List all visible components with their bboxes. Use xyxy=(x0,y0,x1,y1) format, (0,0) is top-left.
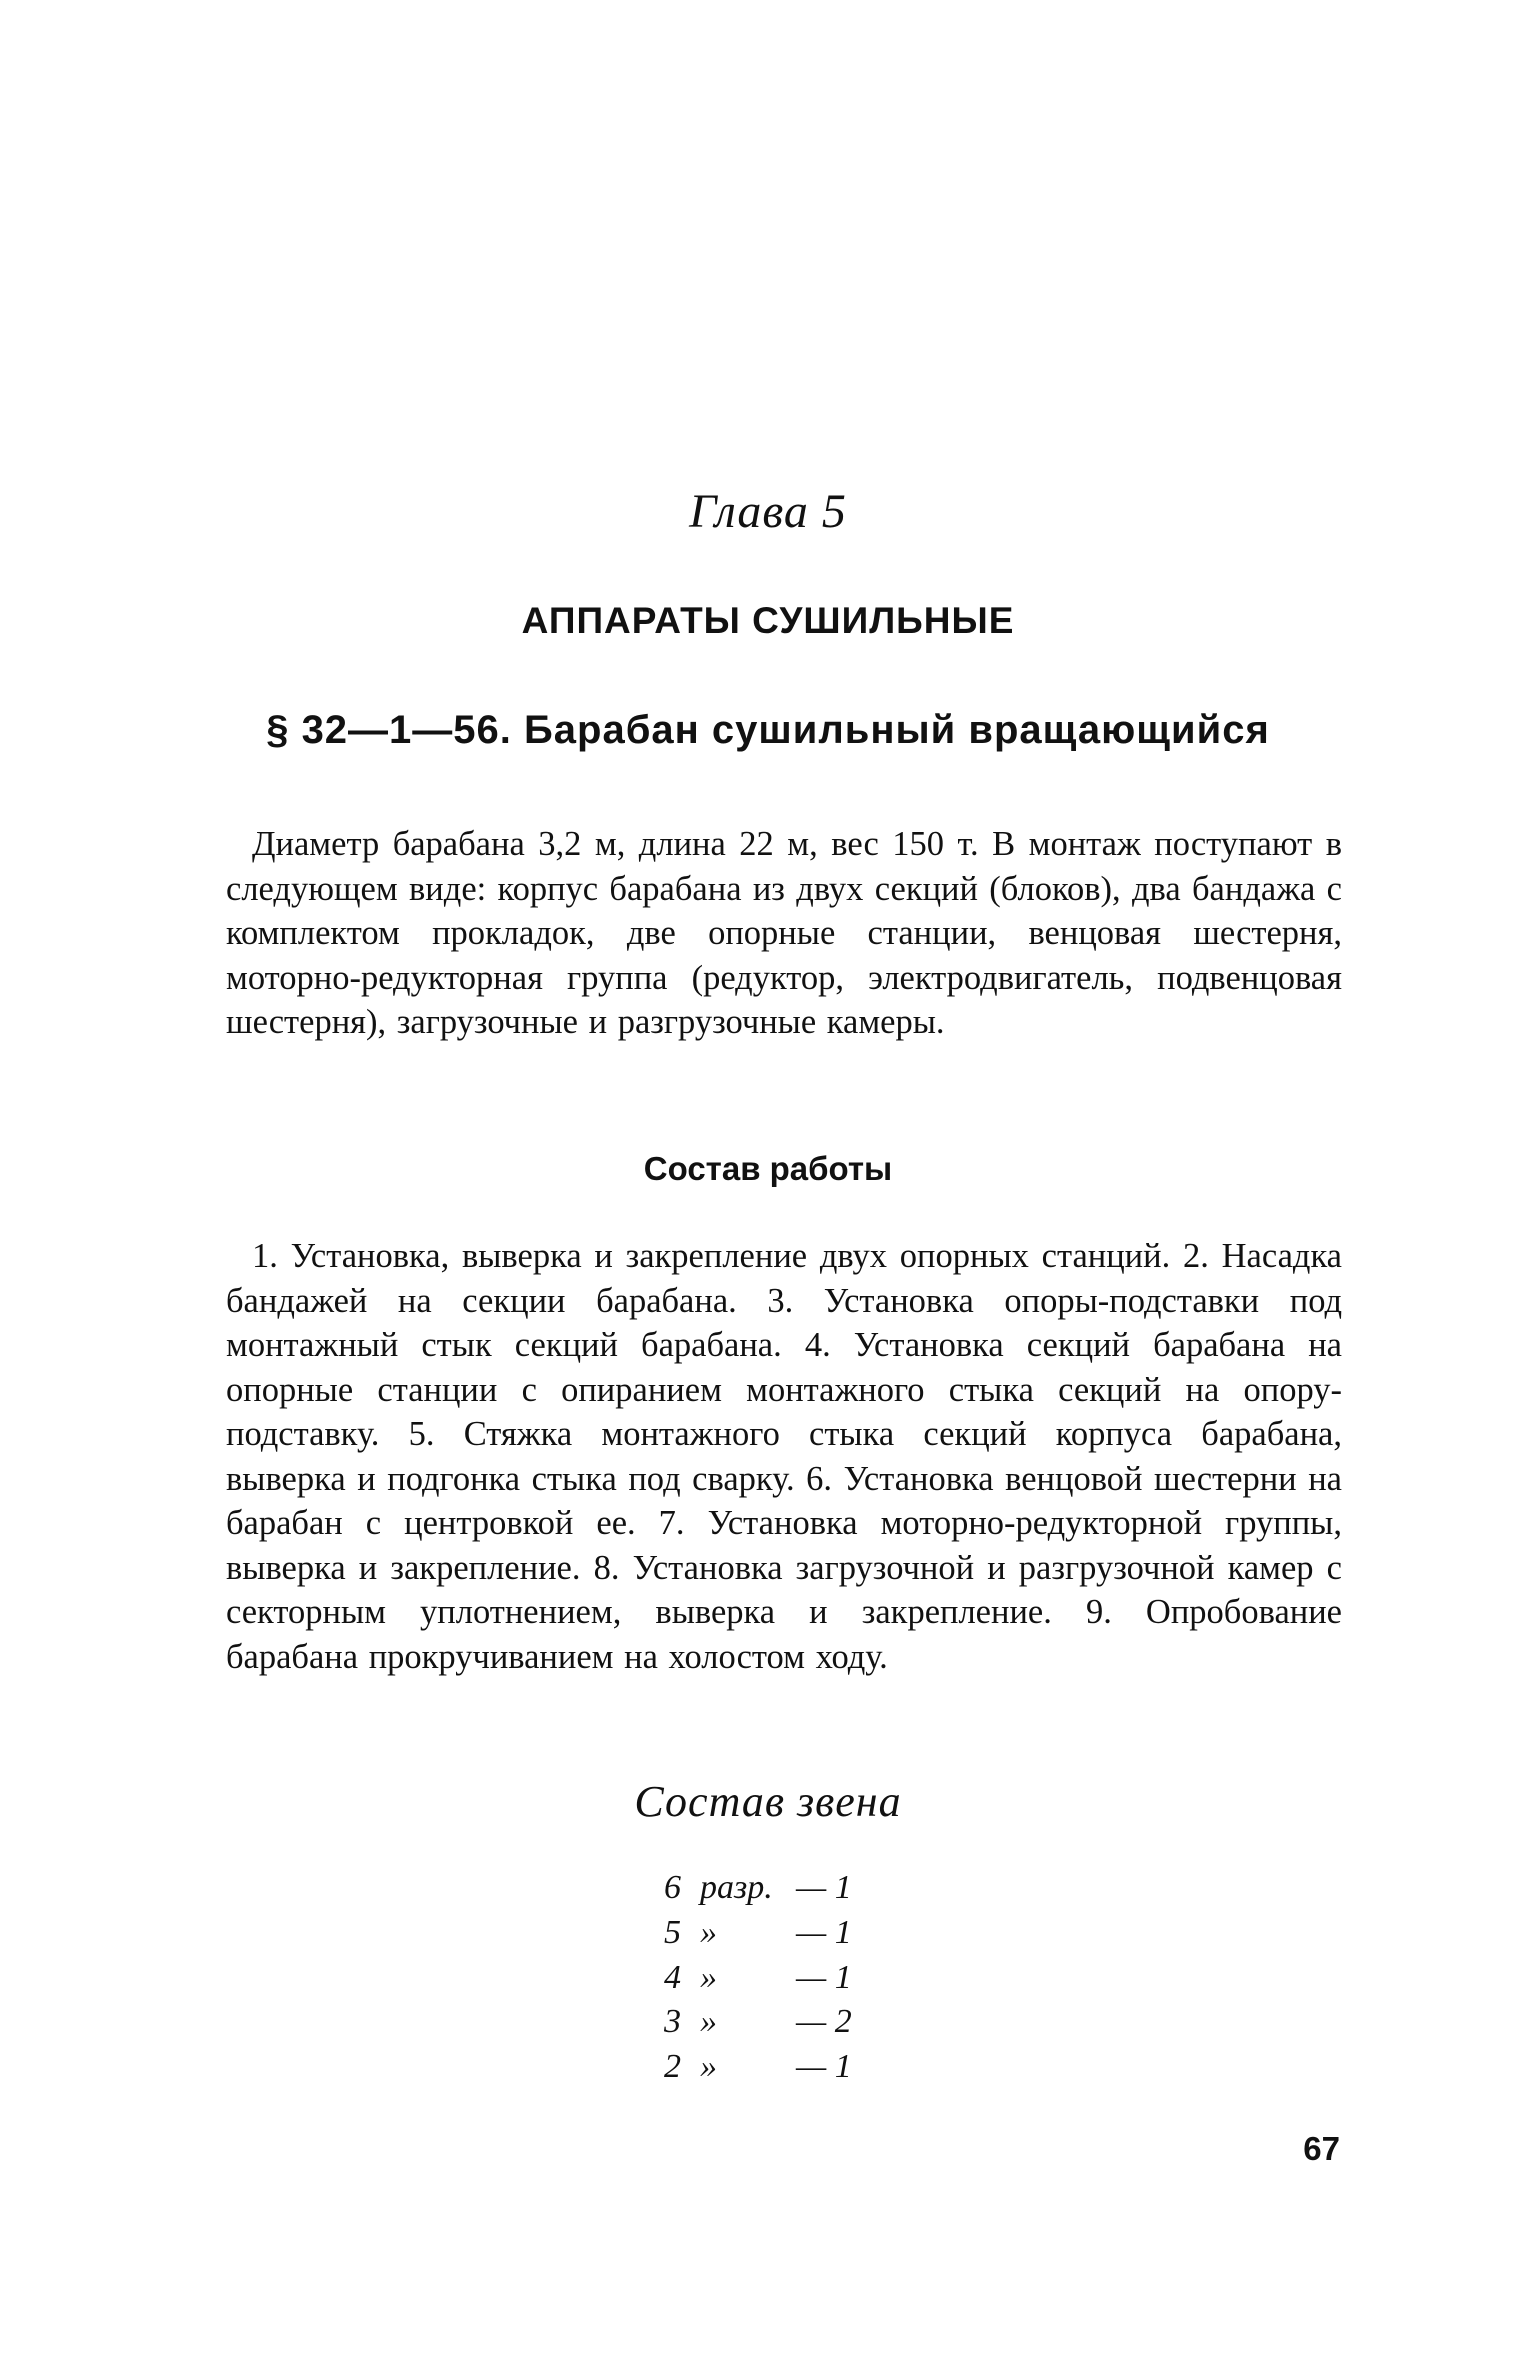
crew-count: — 2 xyxy=(796,2003,852,2041)
chapter-label: Глава 5 xyxy=(689,485,847,538)
crew-unit: » xyxy=(700,2048,717,2086)
crew-count: — 1 xyxy=(796,1958,852,1996)
section-title: § 32—1—56. Барабан сушильный вращающийся xyxy=(266,708,1270,752)
crew-unit: » xyxy=(700,2003,717,2041)
crew-grade: 2 xyxy=(664,2048,681,2086)
work-heading: Состав работы xyxy=(643,1150,893,1187)
crew-count: — 1 xyxy=(796,2048,852,2086)
work-paragraph: 1. Установка, выверка и закрепление двух опорных станций. 2. Насадка бандажей на секции барабана. 3. Установка опоры-подставки под монтажный стык секций барабана. 4. Установка секций барабана на опорные станции с опиранием монтажного стыка секций на опору-подставку. 5. Стяжка монтажного стыка секций корпуса барабана, выверка и подгонка стыка под сварку. 6. Установка венцовой шестерни на барабан с центровкой ее. 7. Установка моторно-редукторной группы, выверка и закрепление. 8. Установка загрузочной и разгрузочной камер с секторным уплотнением, выверка и закрепление. 9. Опробование барабана прокручиванием на холостом ходу. xyxy=(226,1237,1342,1676)
chapter-title: АППАРАТЫ СУШИЛЬНЫЕ xyxy=(521,600,1015,641)
crew-grade: 6 xyxy=(664,1869,681,1906)
description-paragraph: Диаметр барабана 3,2 м, длина 22 м, вес 150 т. В монтаж поступают в следующем виде: корпус барабана из двух секций (блоков), два бандажа с комплектом прокладок, две опорные станции, венцовая шестерня, моторно-редукторная группа (редуктор, электродвигатель, подвенцовая шестерня), загрузочные и разгрузочные камеры. xyxy=(226,825,1342,1041)
crew-grade: 3 xyxy=(664,2003,681,2041)
crew-unit: » xyxy=(700,1913,717,1951)
crew-heading: Состав звена xyxy=(634,1777,902,1826)
crew-unit: » xyxy=(700,1958,717,1996)
crew-count: — 1 xyxy=(796,1869,852,1906)
crew-grade: 5 xyxy=(664,1913,681,1951)
crew-count: — 1 xyxy=(796,1913,852,1951)
crew-grade: 4 xyxy=(664,1958,681,1996)
crew-unit: разр. xyxy=(700,1869,773,1906)
page-number: 67 xyxy=(1303,2130,1340,2167)
